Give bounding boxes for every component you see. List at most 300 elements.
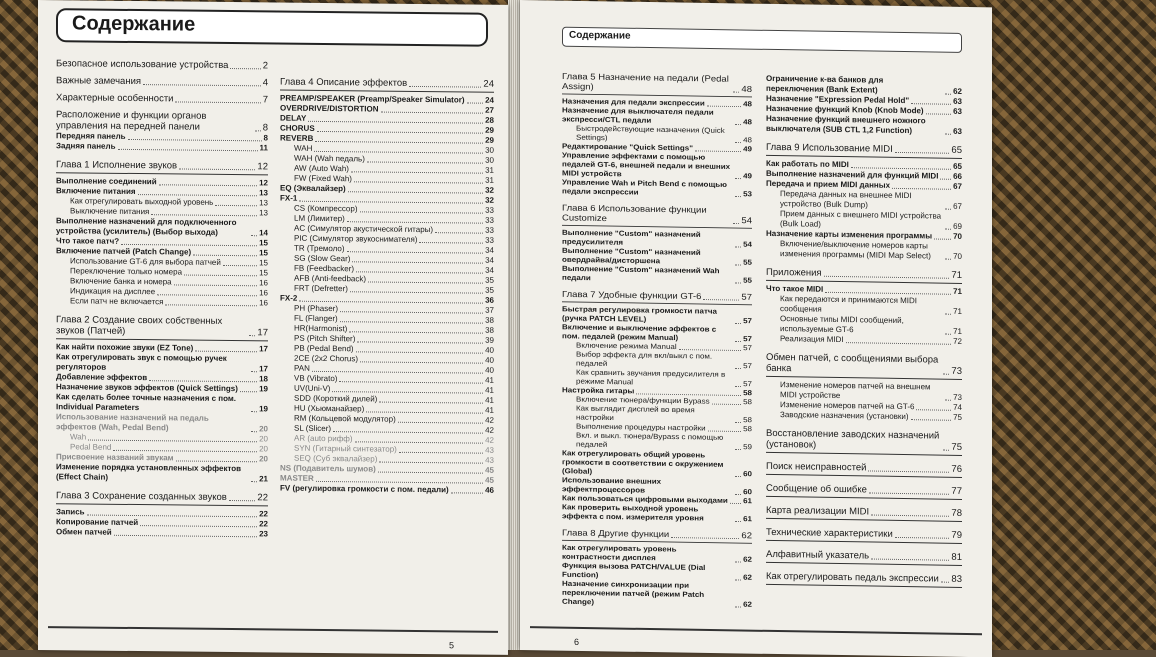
toc-entry-title: Карта реализации MIDI — [766, 504, 870, 518]
toc-entry-page: 13 — [259, 208, 268, 218]
toc-entry-title: Присвоение названий звукам — [56, 452, 174, 463]
toc-entry-title: Как сделать более точные назначения с пом. Individual Parameters — [56, 392, 237, 413]
toc-entry-page: 46 — [485, 485, 494, 495]
toc-entry-title: Назначение функций внешнего ножного выключателя (SUB CTL 1,2 Function) — [766, 113, 926, 136]
toc-entry-title: Глава 5 Назначение на педали (Pedal Assign) — [562, 71, 729, 93]
toc-entry-title: WAH (Wah педаль) — [294, 153, 365, 164]
toc-entry-title: UV(Uni-V) — [294, 383, 331, 394]
toc-entry-title: Назначение карты изменения программы — [766, 228, 933, 241]
toc-entry-title: Характерные особенности — [56, 92, 174, 105]
toc-leader-dots — [360, 361, 483, 363]
toc-entry-title: Восстановление заводских назначений (установок) — [766, 427, 940, 451]
toc-entry-page: 40 — [485, 355, 494, 365]
toc-leader-dots — [240, 391, 257, 392]
toc-leader-dots — [895, 152, 950, 154]
toc-leader-dots — [333, 431, 483, 434]
toc-entry-page: 39 — [485, 335, 494, 345]
toc-leader-dots — [735, 264, 741, 265]
toc-entry-page: 33 — [485, 215, 494, 225]
toc-entry-page: 57 — [743, 343, 752, 353]
toc-entry-page: 57 — [741, 292, 752, 303]
toc-leader-dots — [945, 334, 951, 335]
toc-entry-title: Назначения для педали экспрессии — [562, 97, 705, 108]
toc-leader-dots — [165, 304, 257, 306]
toc-entry-page: 15 — [259, 258, 268, 268]
toc-entry-title: Выполнение "Custom" назначений предусилителя — [562, 228, 701, 247]
toc-leader-dots — [735, 124, 741, 125]
chapter-rule — [280, 90, 494, 93]
toc-entry-title: AR (auto рифф) — [294, 433, 353, 444]
toc-leader-dots — [451, 492, 483, 493]
toc-entry-page: 48 — [741, 84, 752, 95]
toc-entry-page: 62 — [743, 573, 752, 582]
toc-entry-page: 16 — [259, 298, 268, 308]
toc-entry-page: 23 — [259, 529, 268, 539]
toc-leader-dots — [140, 525, 257, 527]
toc-entry-page: 20 — [259, 434, 268, 444]
toc-entry-title: REVERB — [280, 133, 314, 143]
toc-leader-dots — [679, 349, 741, 351]
toc-entry-title: Как передаются и принимаются MIDI сообщения — [780, 294, 918, 314]
toc-leader-dots — [348, 191, 483, 193]
toc-entry-title: Алфавитный указатель — [766, 548, 870, 562]
toc-entry-page: 77 — [951, 485, 962, 497]
toc-entry-page: 33 — [485, 205, 494, 215]
toc-entry-page: 35 — [485, 275, 494, 285]
toc-entry-page: 69 — [953, 221, 962, 231]
toc-leader-dots — [366, 411, 483, 413]
toc-entry-page: 2 — [262, 60, 268, 72]
toc-leader-dots — [735, 449, 741, 450]
toc-entry-title: Реализация MIDI — [780, 334, 844, 345]
toc-leader-dots — [195, 351, 257, 353]
toc-entry-page: 73 — [951, 365, 962, 377]
left-footer-line — [48, 626, 498, 633]
toc-leader-dots — [339, 381, 483, 384]
toc-entry-title: Включение питания — [56, 186, 136, 197]
toc-entry-title: FV (регулировка громкости с пом. педали) — [280, 483, 449, 495]
toc-leader-dots — [157, 294, 257, 296]
toc-entry-page: 22 — [257, 492, 268, 504]
toc-entry-page: 57 — [743, 316, 752, 326]
toc-entry-page: 14 — [259, 228, 268, 238]
toc-leader-dots — [735, 386, 741, 387]
toc-entry-page: 54 — [743, 240, 752, 249]
toc-entry-title: Как пользоваться цифровыми выходами — [562, 493, 728, 505]
toc-entry-title: FL (Flanger) — [294, 313, 338, 324]
toc-entry — [56, 216, 268, 238]
left-page-number: 5 — [448, 640, 454, 651]
toc-leader-dots — [733, 92, 739, 93]
toc-entry-title: Приложения — [766, 266, 822, 279]
toc-entry-title: FX-1 — [280, 193, 298, 203]
toc-entry-page: 15 — [259, 248, 268, 258]
toc-entry-title: SG (Slow Gear) — [294, 253, 351, 264]
toc-leader-dots — [379, 462, 483, 464]
toc-entry-title: WAH — [294, 143, 313, 153]
toc-entry-title: Что такое патч? — [56, 236, 120, 246]
toc-entry-title: Как отрегулировать выходной уровень — [70, 196, 214, 207]
toc-entry-page: 30 — [485, 155, 494, 165]
toc-leader-dots — [251, 481, 257, 482]
toc-entry-page: 48 — [743, 99, 752, 109]
toc-entry-title: RM (Кольцевой модулятор) — [294, 413, 396, 424]
toc-entry-page: 63 — [953, 106, 962, 116]
toc-leader-dots — [251, 371, 257, 372]
toc-leader-dots — [735, 246, 741, 247]
toc-leader-dots — [352, 261, 483, 263]
toc-entry-title: Задняя панель — [56, 141, 116, 151]
toc-leader-dots — [357, 341, 483, 343]
toc-entry-page: 27 — [485, 105, 494, 115]
right-page-title-box — [562, 27, 962, 53]
toc-entry-page: 74 — [953, 402, 962, 412]
toc-entry — [766, 142, 962, 156]
toc-leader-dots — [347, 251, 484, 253]
toc-entry-page: 57 — [743, 334, 752, 344]
toc-entry-title: PS (Pitch Shifter) — [294, 333, 356, 344]
toc-leader-dots — [340, 321, 483, 324]
toc-leader-dots — [121, 244, 257, 246]
toc-entry-title: Обмен патчей, с сообщениями выбора банка — [766, 351, 939, 375]
toc-leader-dots — [934, 239, 951, 240]
toc-leader-dots — [943, 450, 949, 451]
toc-entry — [562, 503, 752, 524]
toc-leader-dots — [945, 400, 951, 401]
toc-leader-dots — [735, 341, 741, 342]
toc-entry — [562, 449, 752, 479]
toc-entry-page: 17 — [259, 344, 268, 354]
toc-entry-title: Быстродействующие назначения (Quick Settings) — [576, 124, 725, 142]
toc-entry-page: 71 — [953, 326, 962, 336]
toc-entry — [56, 412, 268, 434]
toc-entry-page: 31 — [485, 165, 494, 175]
toc-entry-title: Выполнение процедуры настройки — [576, 422, 706, 433]
toc-leader-dots — [419, 242, 483, 244]
toc-entry-title: HU (Хьюманайзер) — [294, 403, 365, 414]
toc-entry-page: 65 — [951, 144, 962, 156]
toc-entry-page: 16 — [259, 278, 268, 288]
toc-entry-title: Глава 8 Другие функции — [562, 528, 670, 540]
toc-leader-dots — [824, 276, 950, 279]
toc-entry-page: 70 — [953, 231, 962, 241]
toc-leader-dots — [151, 214, 257, 216]
toc-entry — [562, 178, 752, 199]
toc-entry-title: Назначение для выключателя педали экспресси/CTL педали — [562, 106, 714, 125]
toc-entry — [766, 114, 962, 137]
toc-entry-page: 32 — [485, 185, 494, 195]
toc-entry-title: Включение режима Manual — [576, 341, 677, 351]
toc-entry-page: 28 — [485, 115, 494, 125]
toc-leader-dots — [941, 582, 950, 583]
toc-entry-page: 81 — [951, 551, 962, 563]
toc-leader-dots — [398, 422, 483, 424]
toc-entry-title: Копирование патчей — [56, 517, 139, 528]
toc-leader-dots — [113, 450, 257, 453]
toc-entry-page: 75 — [953, 412, 962, 422]
toc-entry-title: Выполнение соединений — [56, 176, 157, 187]
toc-entry-page: 24 — [485, 95, 494, 105]
toc-leader-dots — [176, 460, 257, 462]
toc-leader-dots — [230, 68, 260, 69]
toc-entry-title: Сообщение об ошибке — [766, 482, 867, 496]
toc-entry-title: CHORUS — [280, 123, 315, 133]
toc-entry-page: 83 — [951, 573, 962, 585]
toc-entry-title: TR (Тремоло) — [294, 243, 345, 254]
toc-leader-dots — [869, 492, 950, 494]
toc-entry-title: Выбор эффекта для вкл/выкл с пом. педалей — [576, 350, 713, 368]
toc-leader-dots — [149, 380, 257, 382]
toc-entry-page: 40 — [485, 365, 494, 375]
toc-entry — [766, 505, 962, 519]
toc-entry-page: 16 — [259, 288, 268, 298]
toc-entry-title: Основные типы MIDI сообщений, используемые GT-6 — [780, 314, 904, 335]
toc-leader-dots — [945, 314, 951, 315]
toc-entry-title: Назначение синхронизации при переключении патчей (режим Patch Change) — [562, 579, 705, 607]
toc-entry-page: 42 — [485, 435, 494, 445]
toc-entry — [766, 549, 962, 563]
toc-leader-dots — [215, 205, 257, 206]
toc-leader-dots — [184, 275, 257, 277]
toc-entry-title: SYN (Гитарный синтезатор) — [294, 443, 397, 454]
toc-entry-page: 54 — [741, 215, 752, 227]
toc-entry-page: 67 — [953, 201, 962, 211]
toc-leader-dots — [347, 221, 483, 223]
toc-entry-title: MASTER — [280, 473, 314, 483]
toc-leader-dots — [735, 561, 741, 562]
toc-entry-page: 61 — [743, 514, 752, 524]
toc-entry-page: 22 — [259, 509, 268, 519]
left-page-title: Содержание — [72, 12, 196, 36]
toc-entry-title: DELAY — [280, 113, 307, 123]
toc-entry-page: 79 — [951, 529, 962, 541]
toc-entry — [766, 571, 962, 585]
toc-leader-dots — [940, 179, 951, 180]
toc-entry-title: Как отрегулировать звук с помощью ручек регуляторов — [56, 352, 227, 372]
toc-entry-page: 58 — [743, 424, 752, 434]
toc-leader-dots — [381, 112, 484, 114]
toc-entry-title: Изменение номеров патчей на GT-6 — [780, 400, 915, 412]
toc-leader-dots — [229, 500, 256, 501]
toc-entry-title: AW (Auto Wah) — [294, 163, 349, 174]
toc-leader-dots — [945, 134, 951, 135]
toc-leader-dots — [179, 168, 255, 170]
toc-entry-page: 34 — [485, 255, 494, 265]
toc-leader-dots — [945, 259, 951, 260]
toc-leader-dots — [735, 282, 741, 283]
toc-entry — [766, 239, 962, 262]
toc-leader-dots — [435, 232, 483, 234]
right-toc-column-2 — [766, 74, 962, 591]
toc-leader-dots — [251, 411, 257, 412]
toc-entry-title: Обмен патчей — [56, 527, 112, 537]
toc-leader-dots — [354, 181, 483, 183]
toc-entry-page: 58 — [743, 397, 752, 407]
toc-entry-title: Глава 9 Использование MIDI — [766, 141, 893, 155]
toc-leader-dots — [895, 537, 950, 539]
toc-entry-page: 58 — [743, 388, 752, 398]
toc-leader-dots — [712, 404, 741, 405]
toc-entry-page: 33 — [485, 235, 494, 245]
toc-leader-dots — [707, 106, 741, 107]
toc-entry-page: 13 — [259, 188, 268, 198]
toc-entry-page: 53 — [743, 189, 752, 199]
toc-entry-page: 38 — [485, 315, 494, 325]
toc-entry-page: 58 — [743, 415, 752, 425]
toc-entry-title: Как выглядит дисплей во время настройки — [576, 404, 695, 422]
toc-entry-page: 8 — [263, 133, 268, 143]
toc-entry-page: 55 — [743, 276, 752, 285]
toc-entry-title: Глава 3 Сохранение созданных звуков — [56, 490, 227, 503]
toc-entry-page: 49 — [743, 171, 752, 181]
toc-entry-page: 15 — [259, 268, 268, 278]
toc-leader-dots — [128, 139, 262, 141]
toc-entry — [562, 290, 752, 303]
toc-entry-page: 29 — [485, 125, 494, 135]
toc-entry-title: Изменение номеров патчей на внешнем MIDI устройстве — [780, 380, 931, 401]
toc-leader-dots — [735, 142, 741, 143]
toc-entry-title: Изменение порядка установленных эффектов (Effect Chain) — [56, 462, 242, 482]
toc-entry-title: LM (Лимитер) — [294, 213, 345, 224]
toc-entry-page: 31 — [485, 175, 494, 185]
toc-entry-page: 57 — [743, 361, 752, 371]
toc-entry-page: 34 — [485, 265, 494, 275]
toc-entry-page: 30 — [485, 145, 494, 155]
toc-entry — [766, 483, 962, 497]
toc-entry-title: Глава 4 Описание эффектов — [280, 76, 408, 89]
toc-entry — [56, 92, 268, 105]
toc-entry-title: Включение банка и номера — [70, 276, 172, 287]
toc-leader-dots — [735, 196, 741, 197]
toc-leader-dots — [379, 402, 483, 404]
chapter-rule — [56, 503, 268, 506]
toc-entry-page: 62 — [743, 555, 752, 564]
toc-entry — [766, 410, 962, 423]
toc-entry-title: FB (Feedbacker) — [294, 263, 355, 274]
chapter-rule — [56, 172, 268, 175]
right-toc-column-1 — [562, 65, 752, 610]
toc-entry-page: 72 — [953, 336, 962, 346]
toc-entry-page: 65 — [953, 161, 962, 171]
toc-leader-dots — [349, 331, 483, 333]
toc-entry-title: Индикация на дисплее — [70, 286, 156, 297]
toc-entry-title: Как сравнить звучания предусилителя в режиме Manual — [576, 368, 726, 387]
toc-leader-dots — [351, 171, 483, 173]
toc-entry-title: Если патч не включается — [70, 296, 164, 307]
toc-leader-dots — [735, 178, 741, 179]
toc-entry-title: Настройка гитары — [562, 385, 635, 396]
toc-entry-title: Управление Wah и Pitch Bend с помощью педали экспрессии — [562, 178, 727, 197]
toc-leader-dots — [251, 431, 257, 432]
toc-entry — [562, 151, 752, 181]
toc-entry — [56, 352, 268, 374]
toc-leader-dots — [871, 515, 949, 517]
toc-leader-dots — [356, 351, 484, 353]
toc-entry-page: 71 — [953, 286, 962, 296]
toc-leader-dots — [255, 130, 261, 131]
toc-entry-title: Wah — [70, 432, 87, 442]
toc-entry-title: Ограничение к-ва банков для переключения (Bank Extent) — [766, 73, 884, 95]
toc-leader-dots — [355, 441, 484, 443]
toc-leader-dots — [378, 472, 483, 474]
toc-entry-page: 63 — [953, 126, 962, 136]
toc-entry-page: 43 — [485, 455, 494, 465]
toc-entry-page: 48 — [743, 135, 752, 145]
toc-entry-title: SL (Slicer) — [294, 423, 332, 434]
toc-leader-dots — [467, 102, 484, 103]
toc-entry — [562, 72, 752, 95]
toc-entry-title: Управление эффектами с помощью педалей GT-6, внешней педали и внешних MIDI устройств — [562, 151, 731, 179]
toc-entry-title: Выполнение назначений для функций MIDI — [766, 168, 939, 181]
toc-entry — [56, 314, 268, 338]
toc-entry-page: 20 — [259, 424, 268, 434]
toc-entry-title: Передняя панель — [56, 131, 126, 141]
toc-entry-title: Включение/выключение номеров карты изменения программы (MIDI Map Select) — [780, 239, 931, 261]
toc-entry — [56, 490, 268, 503]
toc-entry-page: 19 — [259, 404, 268, 414]
toc-entry-page: 34 — [485, 245, 494, 255]
toc-entry-title: Быстрая регулировка громкости патча (ручка PATCH LEVEL) — [562, 304, 717, 324]
toc-entry — [766, 527, 962, 541]
toc-leader-dots — [945, 94, 951, 95]
toc-entry-title: Как проверить выходной уровень эффекта с пом. измерителя уровня — [562, 502, 704, 523]
toc-entry — [766, 428, 962, 453]
toc-entry-title: HR(Harmonist) — [294, 323, 348, 334]
toc-entry-page: 20 — [259, 454, 268, 464]
toc-leader-dots — [332, 391, 483, 394]
toc-entry-page: 45 — [485, 465, 494, 475]
toc-entry-title: Вкл. и выкл. тюнера/Bypass с помощью педалей — [576, 431, 724, 449]
toc-entry-title: Как найти похожие звуки (EZ Tone) — [56, 342, 194, 353]
toc-entry-title: Глава 6 Использование функции Customize — [562, 203, 707, 224]
toc-entry-title: Использование GT-6 для выбора патчей — [70, 256, 221, 267]
toc-entry — [280, 77, 494, 90]
toc-leader-dots — [703, 299, 739, 300]
toc-entry-title: NS (Подавитель шумов) — [280, 463, 376, 474]
toc-entry-title: Безопасное использование устройства — [56, 58, 229, 71]
toc-entry — [766, 267, 962, 281]
toc-entry-title: Расположение и функции органов управления на передней панели — [56, 109, 207, 133]
chapter-rule — [56, 338, 268, 341]
toc-entry-page: 41 — [485, 395, 494, 405]
toc-leader-dots — [730, 503, 741, 504]
toc-entry-title: Функция вызова PATCH/VALUE (Dial Function) — [562, 561, 706, 580]
toc-entry-title: 2CE (2x2 Chorus) — [294, 353, 359, 364]
toc-entry-title: EQ (Эквалайзер) — [280, 183, 346, 194]
right-page-number: 6 — [574, 636, 580, 647]
toc-leader-dots — [118, 149, 258, 151]
toc-entry-page: 38 — [485, 325, 494, 335]
toc-entry-title: Технические характеристики — [766, 526, 893, 540]
toc-leader-dots — [175, 101, 260, 103]
toc-leader-dots — [223, 265, 257, 266]
toc-entry-page: 41 — [485, 385, 494, 395]
toc-entry-title: Использование назначений на педаль эффектов (Wah, Pedal Bend) — [56, 412, 209, 433]
toc-leader-dots — [735, 368, 741, 369]
toc-entry-page: 66 — [953, 171, 962, 181]
toc-entry-page: 62 — [953, 86, 962, 96]
toc-entry-title: Включение тюнера/функции Bypass — [576, 395, 710, 406]
toc-entry-title: Как отрегулировать общий уровень громкости в соответствии с окружением (Global) — [562, 448, 724, 476]
toc-leader-dots — [846, 342, 951, 345]
toc-entry-page: 37 — [485, 305, 494, 315]
toc-entry-page: 75 — [951, 441, 962, 453]
toc-leader-dots — [735, 579, 741, 580]
toc-entry-page: 71 — [953, 306, 962, 316]
toc-entry — [562, 528, 752, 541]
toc-entry — [56, 296, 268, 308]
toc-entry-title: SEQ (Суб эквалайзер) — [294, 453, 378, 464]
